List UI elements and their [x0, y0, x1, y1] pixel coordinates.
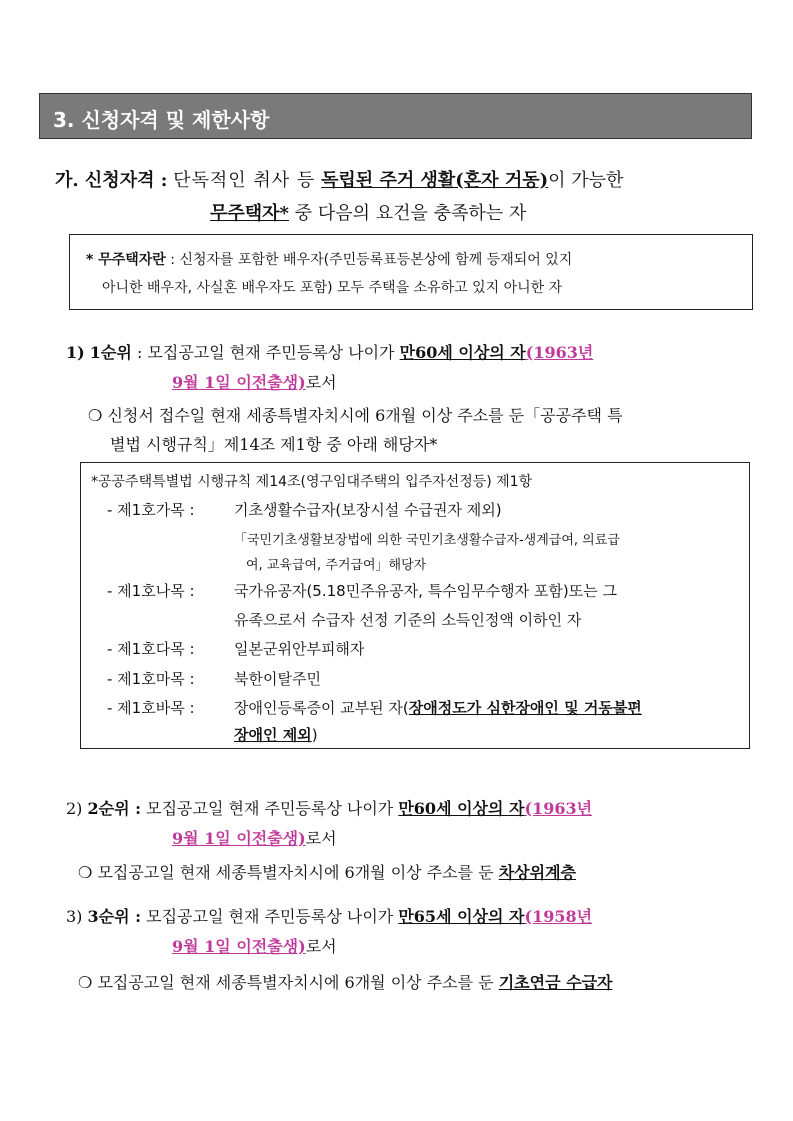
rule-item-na: - 제1호나목 : 국가유공자(5.18민주유공자, 특수임무수행자 포함)또는 그	[107, 582, 617, 600]
rank3-condition: ❍ 모집공고일 현재 세종특별자치시에 6개월 이상 주소를 둔 기초연금 수급자	[78, 973, 613, 992]
rule-item-ma: - 제1호마목 : 북한이탈주민	[107, 670, 321, 688]
rank2-condition: ❍ 모집공고일 현재 세종특별자치시에 6개월 이상 주소를 둔 차상위계층	[78, 863, 576, 882]
eligibility-label: 가. 신청자격 :	[55, 170, 168, 191]
rank3-line-1: 3) 3순위 : 모집공고일 현재 주민등록상 나이가 만65세 이상의 자(1958년	[66, 907, 593, 926]
rule-item-ga: - 제1호가목 : 기초생활수급자(보장시설 수급권자 제외)	[107, 501, 502, 519]
rule-item-da: - 제1호다목 : 일본군위안부피해자	[107, 640, 365, 658]
eligibility-emphasis: 독립된 주거 생활(혼자 거동)	[321, 170, 549, 191]
rank1-line-2: 9월 1일 이전출생)로서	[172, 373, 337, 392]
rank3-label: 3순위 :	[87, 907, 142, 926]
rank1-condition-1: ❍ 신청서 접수일 현재 세종특별자치시에 6개월 이상 주소를 둔「공공주택 특	[88, 406, 623, 425]
no-house-definition-box: * 무주택자란 : 신청자를 포함한 배우자(주민등록표등본상에 함께 등재되어 있지 아니한 배우자, 사실혼 배우자도 포함) 모두 주택을 소유하고 있지 아니한 자	[69, 234, 753, 310]
eligibility-line-1: 가. 신청자격 : 단독적인 취사 등 독립된 주거 생활(혼자 거동)이 가능한	[55, 170, 624, 191]
rank1-label: 1순위	[89, 343, 132, 362]
rank2-line-2: 9월 1일 이전출생)로서	[172, 829, 337, 848]
rank1-condition-2: 별법 시행규칙」제14조 제1항 중 아래 해당자*	[110, 435, 438, 454]
bullet-icon: ❍	[88, 406, 103, 425]
rule-box: *공공주택특별법 시행규칙 제14조(영구임대주택의 입주자선정등) 제1항 - 제1호가목 : 기초생활수급자(보장시설 수급권자 제외) 「국민기초생활보장법에 의한 국민기초생활수급자-생계급여, 의료급 여, 교육급여, 주거급여」해당자 - 제1호나목 : 국가유공자(5.18민주유공자, 특수임무수행자 포함)또는 그 유족으로서 수급자 선정 기준의 소득인정액 이하인 자 - 제1호다목 : 일본군위안부피해자 - 제1호마목 : 북한이탈주민 - 제1호바목 : 장애인등록증이 교부된 자(장애정도가 심한장애인 및 거동불편 장애인 제외)	[80, 462, 750, 749]
rule-box-title: *공공주택특별법 시행규칙 제14조(영구임대주택의 입주자선정등) 제1항	[91, 474, 533, 490]
bullet-icon: ❍	[78, 863, 93, 882]
rank2-line-1: 2) 2순위 : 모집공고일 현재 주민등록상 나이가 만60세 이상의 자(1963년	[66, 799, 593, 818]
section-title-bar	[39, 93, 752, 139]
no-house-term: 무주택자*	[210, 203, 289, 224]
section-title: 3. 신청자격 및 제한사항	[53, 108, 270, 132]
bullet-icon: ❍	[78, 973, 93, 992]
rank3-line-2: 9월 1일 이전출생)로서	[172, 937, 337, 956]
rank2-label: 2순위 :	[87, 799, 142, 818]
definition-label: * 무주택자란	[86, 252, 166, 268]
eligibility-line-2: 무주택자* 중 다음의 요건을 충족하는 자	[210, 203, 527, 224]
rank1-line-1: 1) 1순위 : 모집공고일 현재 주민등록상 나이가 만60세 이상의 자(1963년	[66, 343, 594, 362]
rule-item-ba: - 제1호바목 : 장애인등록증이 교부된 자(장애정도가 심한장애인 및 거동불편	[107, 699, 642, 717]
